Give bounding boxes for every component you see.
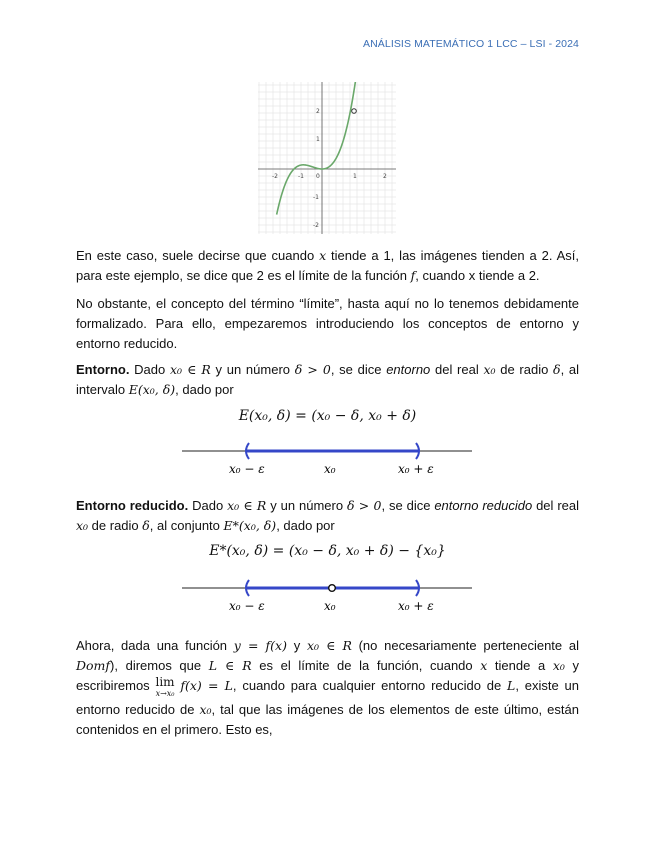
hole-point <box>352 109 357 114</box>
label-left: x₀ − ε <box>229 462 265 476</box>
label-center: x₀ <box>324 599 336 613</box>
function-graph <box>258 82 396 234</box>
y-tick-label: -2 <box>313 222 319 229</box>
number-line-entorno <box>0 436 655 486</box>
x-tick-label: -2 <box>272 173 278 180</box>
formula-entorno: E(x₀, δ) = (x₀ − δ, x₀ + δ) <box>238 408 417 424</box>
y-tick-label: 1 <box>316 136 320 143</box>
excluded-point <box>329 585 336 592</box>
y-tick-label: 2 <box>316 108 320 115</box>
label-right: x₀ + ε <box>398 462 434 476</box>
x-tick-label: 2 <box>383 173 387 180</box>
y-tick-label: -1 <box>313 194 319 201</box>
label-left: x₀ − ε <box>229 599 265 613</box>
x-tick-label: -1 <box>298 173 304 180</box>
number-line-entorno-reducido <box>0 573 655 623</box>
label-right: x₀ + ε <box>398 599 434 613</box>
graph-grid <box>258 82 396 234</box>
x-tick-label: 0 <box>316 173 320 180</box>
page-header: ANÁLISIS MATEMÁTICO 1 LCC – LSI - 2024 <box>362 38 579 50</box>
paragraph-entorno-reducido: Entorno reducido. Dado x₀ ∈ R y un número δ > 0, se dice entorno reducido del real x₀ de radio δ, al conjunto E*(x₀, δ), dado por <box>76 498 580 533</box>
paragraph-limit-definition: Ahora, dada una función y = f(x) y x₀ ∈ R (no necesariamente perteneciente al Domf), diremos que L ∈ R es el límite de la función, cuando x tiende a x₀ y escribiremos lim x→x₀ f(x) = L, cuando para cualquier entorno reducido de L, existe un entorno reducido de x₀, tal que las imágenes de los elementos de este último, están contenidos en el primero. Esto es, <box>76 638 579 737</box>
limit-notation: lim x→x₀ <box>155 675 175 698</box>
paragraph-intro: No obstante, el concepto del término “límite”, hasta aquí no lo tenemos debidamente formalizado. Para ello, empezaremos introduciendo los conceptos de entorno y entorno reducido. <box>76 296 579 351</box>
x-tick-label: 1 <box>353 173 357 180</box>
formula-entorno-reducido: E*(x₀, δ) = (x₀ − δ, x₀ + δ) − {x₀} <box>209 543 446 559</box>
label-center: x₀ <box>324 462 336 476</box>
paragraph-entorno: Entorno. Dado x₀ ∈ R y un número δ > 0, se dice entorno del real x₀ de radio δ, al intervalo E(x₀, δ), dado por <box>76 362 580 397</box>
paragraph-limit-example: En este caso, suele decirse que cuando x tiende a 1, las imágenes tienden a 2. Así, para este ejemplo, se dice que 2 es el límite de la función f, cuando x tiende a 2. <box>76 248 579 283</box>
